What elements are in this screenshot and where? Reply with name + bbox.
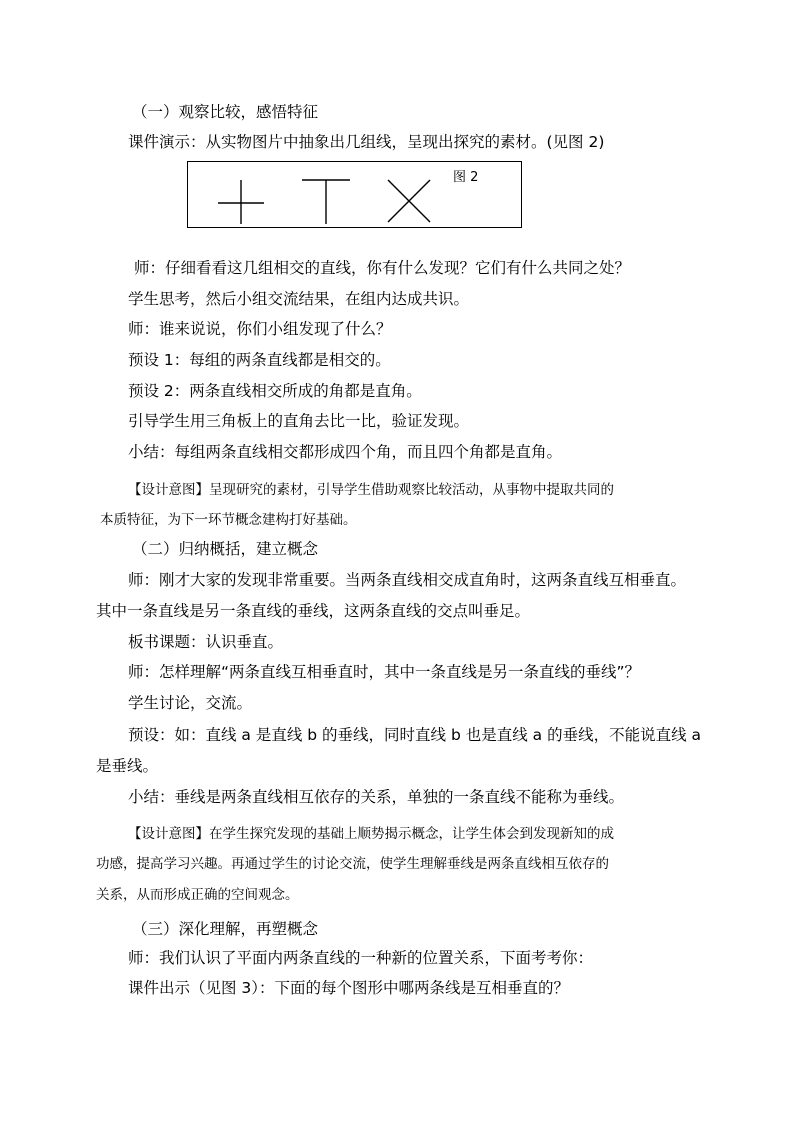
figure-2-label: 图 2 <box>453 170 479 185</box>
board-title: 板书课题：认识垂直。 <box>128 633 284 651</box>
teacher-explain-line-2: 其中一条直线是另一条直线的垂线，这两条直线的交点叫垂足。 <box>96 602 531 620</box>
perpendicular-cross-shape <box>218 180 264 224</box>
design-note-2-line-2: 功感，提高学习兴趣。再通过学生的讨论交流，使学生理解垂线是两条直线相互依存的 <box>96 856 609 872</box>
students-think: 学生思考，然后小组交流结果，在组内达成共识。 <box>128 290 470 308</box>
t-shape <box>302 180 350 224</box>
teacher-question-3: 师：怎样理解“两条直线互相垂直时，其中一条直线是另一条直线的垂线”？ <box>128 663 641 681</box>
section1-courseware: 课件演示：从实物图片中抽象出几组线，呈现出探究的素材。(见图 2) <box>128 133 605 151</box>
preset-line-1: 预设：如：直线 a 是直线 b 的垂线，同时直线 b 也是直线 a 的垂线，不能说直线 a <box>128 726 702 744</box>
section3-heading: （三）深化理解，再塑概念 <box>132 920 319 938</box>
section3-courseware: 课件出示（见图 3）：下面的每个图形中哪两条线是互相垂直的？ <box>128 979 570 997</box>
section2-heading: （二）归纳概括，建立概念 <box>132 540 319 558</box>
preset-2: 预设 2：两条直线相交所成的角都是直角。 <box>128 382 422 400</box>
design-note-1-line-1: 【设计意图】呈现研究的素材，引导学生借助观察比较活动，从事物中提取共同的 <box>128 482 614 498</box>
section3-teacher: 师：我们认识了平面内两条直线的一种新的位置关系，下面考考你： <box>128 949 594 967</box>
guide-text: 引导学生用三角板上的直角去比一比，验证发现。 <box>128 412 470 430</box>
section1-summary: 小结：每组两条直线相交都形成四个角，而且四个角都是直角。 <box>128 443 563 461</box>
figure-2-box <box>187 161 522 228</box>
preset-1: 预设 1：每组的两条直线都是相交的。 <box>128 351 391 369</box>
section2-summary: 小结：垂线是两条直线相互依存的关系，单独的一条直线不能称为垂线。 <box>128 788 625 806</box>
section1-heading: （一）观察比较，感悟特征 <box>132 103 319 121</box>
design-note-2-line-3: 关系，从而形成正确的空间观念。 <box>96 887 299 903</box>
students-discuss: 学生讨论，交流。 <box>128 694 253 712</box>
x-cross-shape <box>388 180 430 222</box>
design-note-2-line-1: 【设计意图】在学生探究发现的基础上顺势揭示概念，让学生体会到发现新知的成 <box>128 826 614 842</box>
teacher-question-1: 师：仔细看看这几组相交的直线，你有什么发现？它们有什么共同之处？ <box>134 259 631 277</box>
teacher-explain-line-1: 师：刚才大家的发现非常重要。当两条直线相交成直角时，这两条直线互相垂直。 <box>128 571 687 589</box>
design-note-1-line-2: 本质特征，为下一环节概念建构打好基础。 <box>100 512 357 528</box>
preset-line-2: 是垂线。 <box>96 757 159 775</box>
teacher-question-2: 师：谁来说说，你们小组发现了什么？ <box>128 320 392 338</box>
